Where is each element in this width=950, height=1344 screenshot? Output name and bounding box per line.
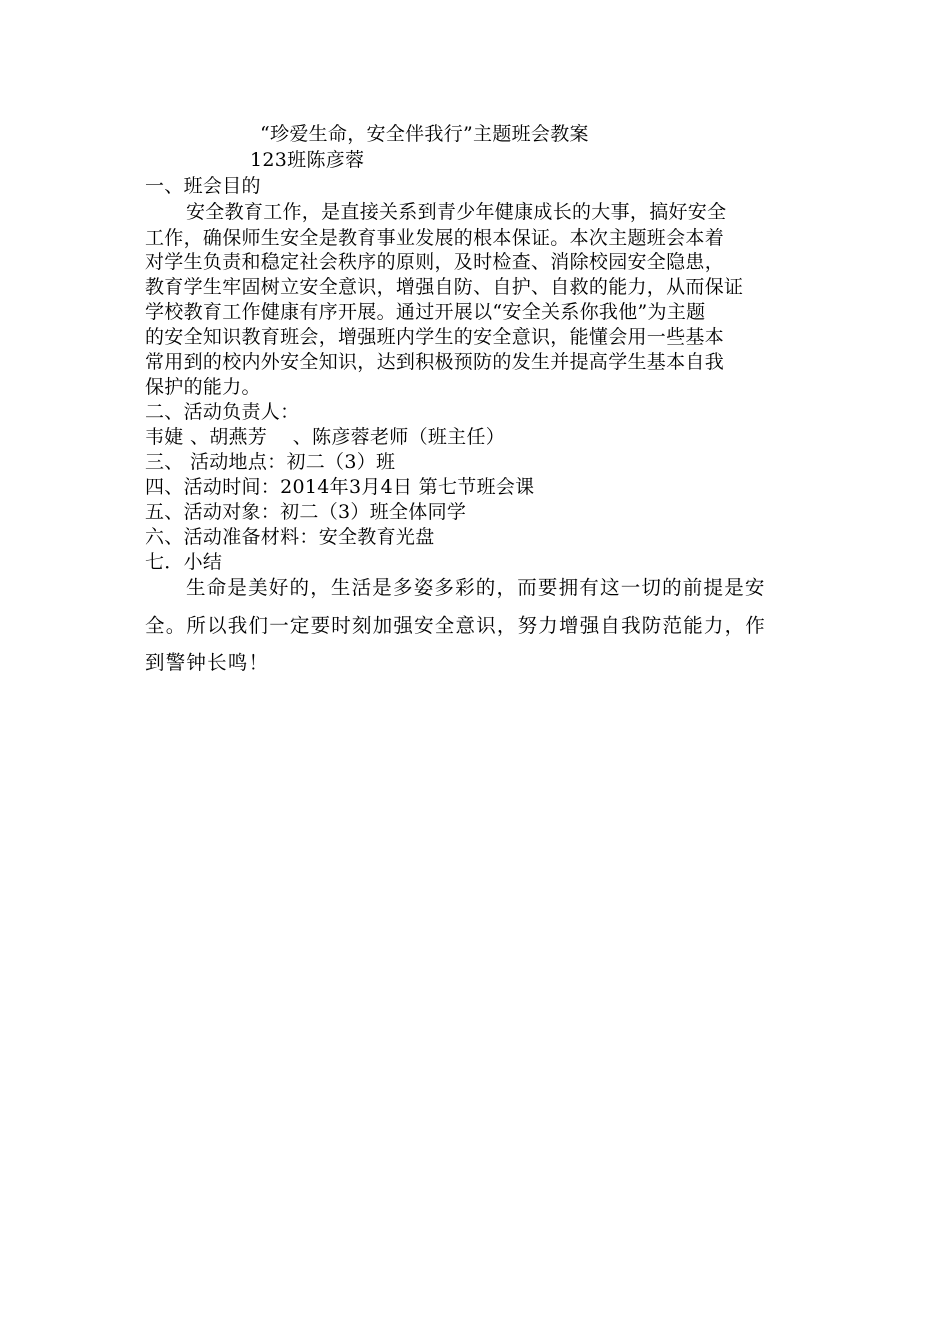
paragraph-line: 的安全知识教育班会，增强班内学生的安全意识，能懂会用一些基本 bbox=[145, 326, 725, 348]
paragraph-line: 对学生负责和稳定社会秩序的原则，及时检查、消除校园安全隐患， bbox=[145, 251, 725, 273]
activity-location: 三、 活动地点：初二（3）班 bbox=[145, 451, 396, 473]
document-author: 123班陈彦蓉 bbox=[250, 149, 365, 171]
summary-line: 全。所以我们一定要时刻加强安全意识，努力增强自我防范能力，作 bbox=[145, 614, 767, 637]
paragraph-line: 教育学生牢固树立安全意识，增强自防、自护、自救的能力，从而保证 bbox=[145, 276, 744, 298]
section-heading-summary: 七．小结 bbox=[145, 551, 223, 573]
summary-line: 到警钟长鸣！ bbox=[145, 651, 270, 674]
organizers-value: 韦婕 、胡燕芳 、陈彦蓉老师（班主任） bbox=[145, 426, 506, 448]
paragraph-line: 工作，确保师生安全是教育事业发展的根本保证。本次主题班会本着 bbox=[145, 227, 725, 249]
section-heading-organizers: 二、活动负责人： bbox=[145, 401, 300, 423]
activity-audience: 五、活动对象：初二（3）班全体同学 bbox=[145, 501, 467, 523]
activity-time: 四、活动时间：2014年3月4日 第七节班会课 bbox=[145, 476, 535, 498]
summary-line: 生命是美好的，生活是多姿多彩的，而要拥有这一切的前提是安 bbox=[186, 576, 766, 599]
paragraph-line: 常用到的校内外安全知识，达到积极预防的发生并提高学生基本自我 bbox=[145, 351, 725, 373]
document-title: “珍爱生命，安全伴我行”主题班会教案 bbox=[260, 123, 589, 145]
paragraph-line: 学校教育工作健康有序开展。通过开展以“安全关系你我他”为主题 bbox=[145, 301, 706, 323]
activity-materials: 六、活动准备材料：安全教育光盘 bbox=[145, 526, 435, 548]
paragraph-line: 安全教育工作，是直接关系到青少年健康成长的大事，搞好安全 bbox=[186, 201, 727, 223]
section-heading-purpose: 一、班会目的 bbox=[145, 175, 261, 197]
paragraph-line: 保护的能力。 bbox=[145, 376, 261, 398]
